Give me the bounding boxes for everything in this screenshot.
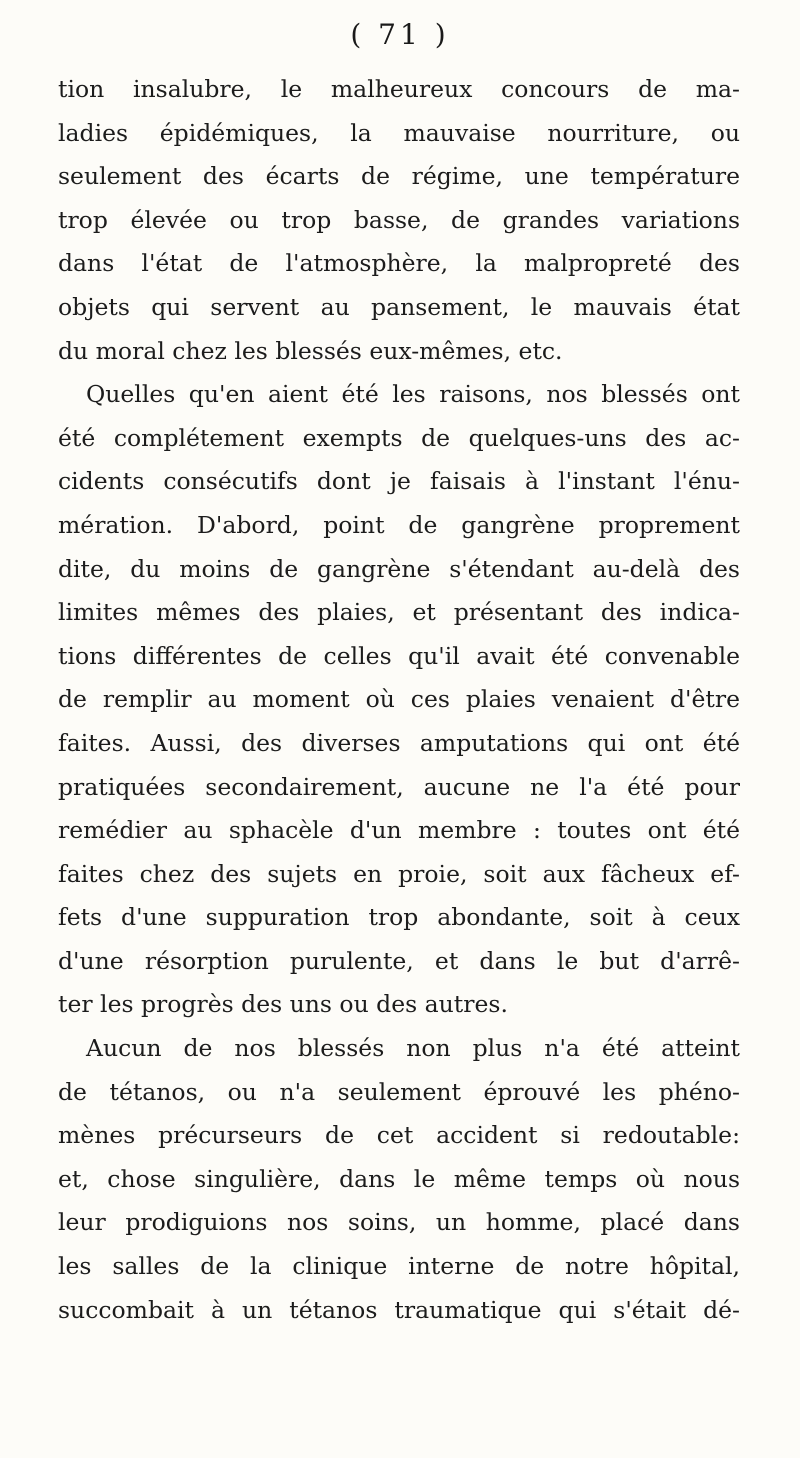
- text-line: limites mêmes des plaies, et présentant des indica-: [58, 598, 740, 627]
- text-line: remédier au sphacèle d'un membre : toutes ont été: [58, 816, 740, 845]
- text-line: d'une résorption purulente, et dans le but d'arrê-: [58, 946, 740, 975]
- text-line: seulement des écarts de régime, une température: [58, 162, 740, 191]
- text-line: fets d'une suppuration trop abondante, soit à ceux: [58, 903, 740, 932]
- text-line: Aucun de nos blessés non plus n'a été atteint: [86, 1034, 740, 1063]
- text-line: du moral chez les blessés eux-mêmes, etc.: [58, 336, 563, 365]
- text-line: faites chez des sujets en proie, soit aux fâcheux ef-: [58, 859, 740, 888]
- body-text: [58, 68, 740, 1332]
- text-line: été complétement exempts de quelques-uns des ac-: [58, 423, 740, 452]
- text-line: Quelles qu'en aient été les raisons, nos blessés ont: [86, 380, 740, 409]
- text-line: tion insalubre, le malheureux concours de ma-: [58, 75, 740, 103]
- text-line: trop élevée ou trop basse, de grandes variations: [58, 205, 740, 234]
- text-line: tions différentes de celles qu'il avait été convenable: [58, 641, 740, 670]
- text-line: succombait à un tétanos traumatique qui s'était dé-: [58, 1295, 740, 1324]
- text-line: cidents consécutifs dont je faisais à l'instant l'énu-: [58, 467, 740, 496]
- text-line: faites. Aussi, des diverses amputations qui ont été: [58, 728, 740, 757]
- text-line: dite, du moins de gangrène s'étendant au-delà des: [58, 554, 740, 583]
- text-line: et, chose singulière, dans le même temps où nous: [58, 1164, 740, 1193]
- text-line: pratiquées secondairement, aucune ne l'a été pour: [58, 772, 740, 801]
- text-line: de tétanos, ou n'a seulement éprouvé les phéno-: [58, 1077, 740, 1106]
- text-line: les salles de la clinique interne de notre hôpital,: [58, 1252, 740, 1281]
- text-line: ter les progrès des uns ou des autres.: [58, 990, 508, 1019]
- text-line: dans l'état de l'atmosphère, la malpropreté des: [58, 249, 740, 278]
- page-number: ( 71 ): [350, 18, 450, 51]
- text-line: de remplir au moment où ces plaies venaient d'être: [58, 685, 740, 714]
- text-line: mènes précurseurs de cet accident si redoutable:: [58, 1121, 740, 1150]
- text-line: mération. D'abord, point de gangrène proprement: [58, 510, 740, 539]
- text-line: objets qui servent au pansement, le mauvais état: [58, 292, 740, 321]
- text-line: leur prodiguions nos soins, un homme, placé dans: [58, 1208, 740, 1237]
- text-line: ladies épidémiques, la mauvaise nourriture, ou: [58, 118, 740, 147]
